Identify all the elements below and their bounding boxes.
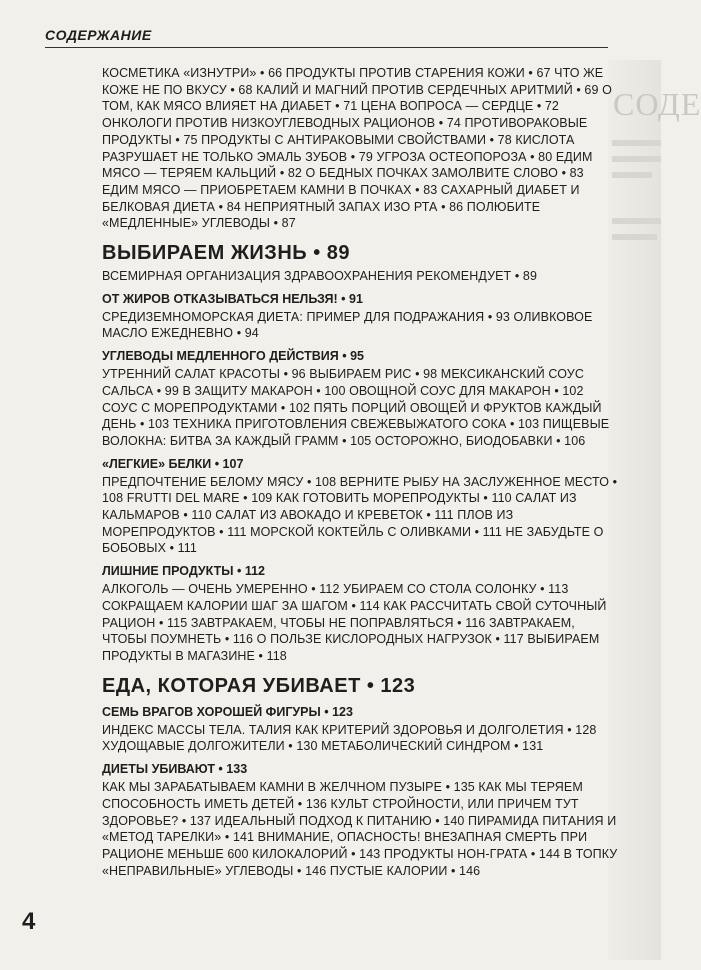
- toc-entries: СРЕДИЗЕМНОМОРСКАЯ ДИЕТА: ПРИМЕР ДЛЯ ПОДРАЖАНИЯ • 93 ОЛИВКОВОЕ МАСЛО ЕЖЕДНЕВНО • 94: [102, 309, 593, 341]
- toc-entries: ПРЕДПОЧТЕНИЕ БЕЛОМУ МЯСУ • 108 ВЕРНИТЕ РЫБУ НА ЗАСЛУЖЕННОЕ МЕСТО • 108 FRUTTI DEL MARE • 109 КАК ГОТОВИТЬ МОРЕПРОДУКТЫ • 110 САЛАТ ИЗ КАЛЬМАРОВ • 110 САЛАТ ИЗ АВОКАДО И КРЕВЕТОК • 111 ПЛОВ ИЗ МОРЕПРОДУКТОВ • 111 МОРСКОЙ КОКТЕЙЛЬ С ОЛИВКАМИ • 111 НЕ ЗАБУДЬТЕ О БОБОВЫХ • 111: [102, 474, 618, 556]
- chapter-heading: ВЫБИРАЕМ ЖИЗНЬ • 89: [102, 242, 351, 265]
- toc-entries: УТРЕННИЙ САЛАТ КРАСОТЫ • 96 ВЫБИРАЕМ РИС • 98 МЕКСИКАНСКИЙ СОУС САЛЬСА • 99 В ЗАЩИТУ МАКАРОН • 100 ОВОЩНОЙ СОУС ДЛЯ МАКАРОН • 102 СОУС С МОРЕПРОДУКТАМИ • 102 ПЯТЬ ПОРЦИЙ ОВОЩЕЙ И ФРУКТОВ КАЖДЫЙ ДЕНЬ • 103 ТЕХНИКА ПРИГОТОВЛЕНИЯ СВЕЖЕВЫЖАТОГО СОКА • 103 ПИЩЕВЫЕ ВОЛОКНА: БИТВА ЗА КАЖДЫЙ ГРАММ • 105 ОСТОРОЖНО, БИОДОБАВКИ • 106: [102, 367, 610, 448]
- toc-entries: КОСМЕТИКА «ИЗНУТРИ» • 66 ПРОДУКТЫ ПРОТИВ СТАРЕНИЯ КОЖИ • 67 ЧТО ЖЕ КОЖЕ НЕ ПО ВКУСУ • 68 КАЛИЙ И МАГНИЙ ПРОТИВ СЕРДЕЧНЫХ АРИТМИЙ • 69 О ТОМ, КАК МЯСО ВЛИЯЕТ НА ДИАБЕТ • 71 ЦЕНА ВОПРОСА — СЕРДЦЕ • 72 ОНКОЛОГИ ПРОТИВ НИЗКОУГЛЕВОДНЫХ РАЦИОНОВ • 74 ПРОТИВОРАКОВЫЕ ПРОДУКТЫ • 75 ПРОДУКТЫ С АНТИРАКОВЫМИ СВОЙСТВАМИ • 78 КИСЛОТА РАЗРУШАЕТ НЕ ТОЛЬКО ЭМАЛЬ ЗУБОВ • 79 УГРОЗА ОСТЕОПОРОЗА • 80 ЕДИМ МЯСО — ТЕРЯЕМ КАЛЬЦИЙ • 82 О БЕДНЫХ ПОЧКАХ ЗАМОЛВИТЕ СЛОВО • 83 ЕДИМ МЯСО — ПРИОБРЕТАЕМ КАМНИ В ПОЧКАХ • 83 САХАРНЫЙ ДИАБЕТ И БЕЛКОВАЯ ДИЕТА • 84 НЕПРИЯТНЫЙ ЗАПАХ ИЗО РТА • 86 ПОЛЮБИТЕ «МЕДЛЕННЫЕ» УГЛЕВОДЫ • 87: [102, 66, 612, 231]
- facing-page-heading: СОДЕ: [613, 86, 701, 122]
- section-heading: СЕМЬ ВРАГОВ ХОРОШЕЙ ФИГУРЫ • 123: [102, 704, 353, 719]
- section-heading: ЛИШНИЕ ПРОДУКТЫ • 112: [102, 564, 265, 579]
- toc-entries: ВСЕМИРНАЯ ОРГАНИЗАЦИЯ ЗДРАВООХРАНЕНИЯ РЕКОМЕНДУЕТ • 89: [102, 269, 538, 284]
- section-heading: «ЛЕГКИЕ» БЕЛКИ • 107: [102, 456, 244, 471]
- header-rule: [45, 47, 608, 48]
- section-heading: ДИЕТЫ УБИВАЮТ • 133: [102, 762, 248, 777]
- page-number: 4: [22, 908, 36, 935]
- page-header: СОДЕРЖАНИЕ: [45, 27, 152, 43]
- chapter-heading: ЕДА, КОТОРАЯ УБИВАЕТ • 123: [102, 674, 416, 697]
- toc-content: [102, 65, 622, 879]
- toc-entries: КАК МЫ ЗАРАБАТЫВАЕМ КАМНИ В ЖЕЛЧНОМ ПУЗЫРЕ • 135 КАК МЫ ТЕРЯЕМ СПОСОБНОСТЬ ИМЕТЬ ДЕТЕЙ • 136 КУЛЬТ СТРОЙНОСТИ, ИЛИ ПРИЧЕМ ТУТ ЗДОРОВЬЕ? • 137 ИДЕАЛЬНЫЙ ПОДХОД К ПИТАНИЮ • 140 ПИРАМИДА ПИТАНИЯ И «МЕТОД ТАРЕЛКИ» • 141 ВНИМАНИЕ, ОПАСНОСТЬ! ВНЕЗАПНАЯ СМЕРТЬ ПРИ РАЦИОНЕ МЕНЬШЕ 600 КИЛОКАЛОРИЙ • 143 ПРОДУКТЫ НОН-ГРАТА • 144 В ТОПКУ «НЕПРАВИЛЬНЫЕ» УГЛЕВОДЫ • 146 ПУСТЫЕ КАЛОРИИ • 146: [102, 780, 618, 878]
- section-heading: ОТ ЖИРОВ ОТКАЗЫВАТЬСЯ НЕЛЬЗЯ! • 91: [102, 291, 363, 306]
- toc-entries: ИНДЕКС МАССЫ ТЕЛА. ТАЛИЯ КАК КРИТЕРИЙ ЗДОРОВЬЯ И ДОЛГОЛЕТИЯ • 128 ХУДОЩАВЫЕ ДОЛГОЖИТЕЛИ • 130 МЕТАБОЛИЧЕСКИЙ СИНДРОМ • 131: [102, 722, 597, 754]
- section-heading: УГЛЕВОДЫ МЕДЛЕННОГО ДЕЙСТВИЯ • 95: [102, 349, 365, 364]
- toc-entries: АЛКОГОЛЬ — ОЧЕНЬ УМЕРЕННО • 112 УБИРАЕМ СО СТОЛА СОЛОНКУ • 113 СОКРАЩАЕМ КАЛОРИИ ШАГ ЗА ШАГОМ • 114 КАК РАССЧИТАТЬ СВОЙ СУТОЧНЫЙ РАЦИОН • 115 ЗАВТРАКАЕМ, ЧТОБЫ НЕ ПОПРАВЛЯТЬСЯ • 116 ЗАВТРАКАЕМ, ЧТОБЫ ПОУМНЕТЬ • 116 О ПОЛЬЗЕ КИСЛОРОДНЫХ НАГРУЗОК • 117 ВЫБИРАЕМ ПРОДУКТЫ В МАГАЗИНЕ • 118: [102, 582, 607, 663]
